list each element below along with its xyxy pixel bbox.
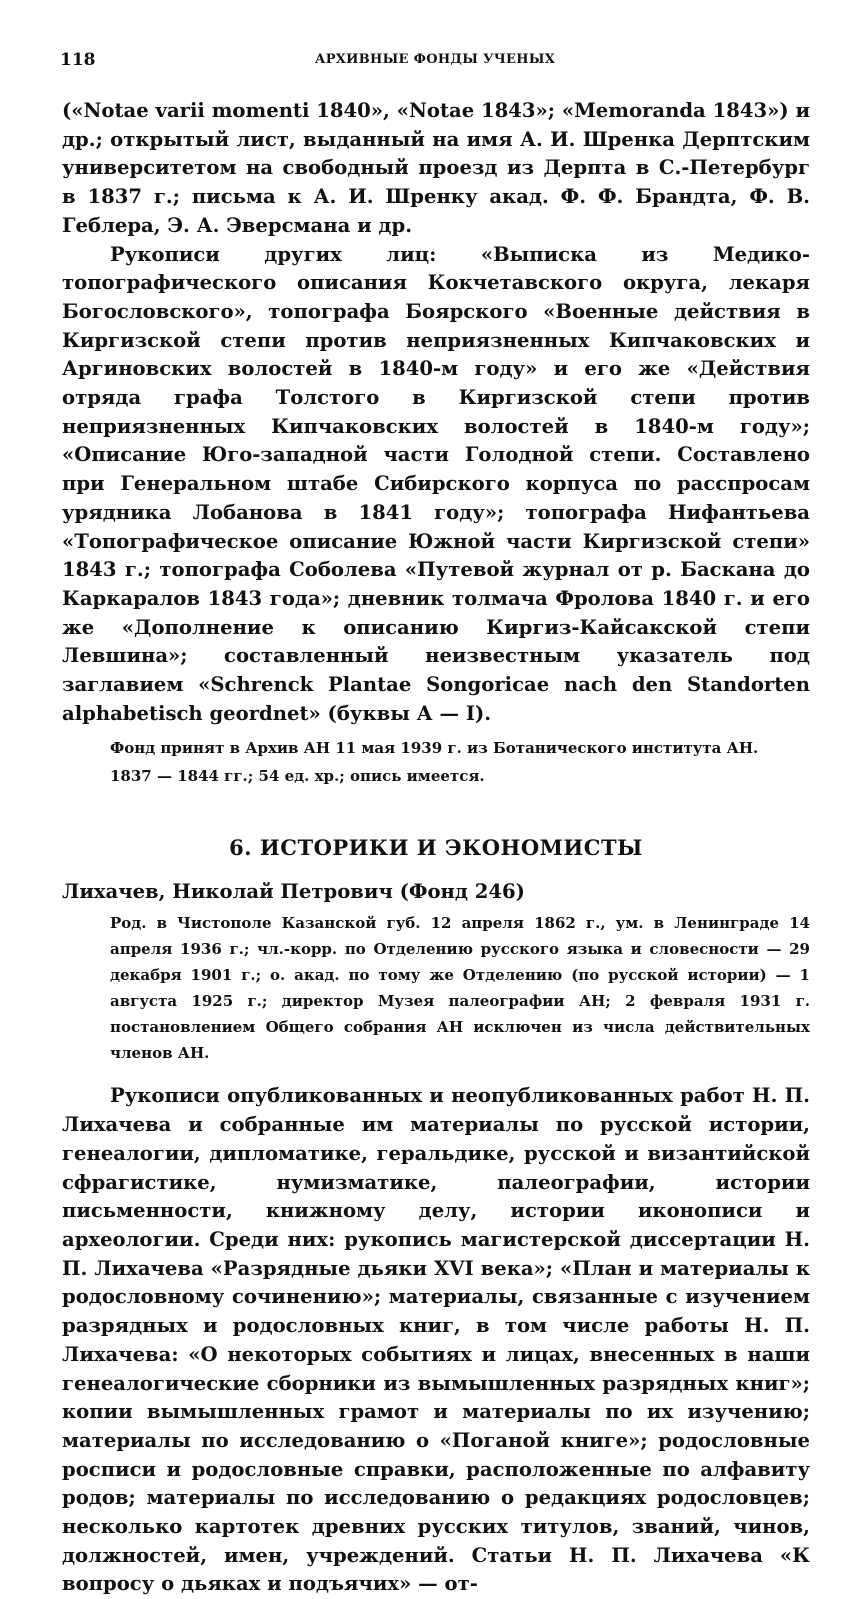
person-bio: Род. в Чистополе Казанской губ. 12 апреля 1862 г., ум. в Ленинграде 14 апреля 1936 г.; чл.-корр. по Отделению русского языка и словесности — 29 декабря 1901 г.; о. акад. по тому же Отделению (по русской истории) — 1 августа 1925 г.; директор Музея палеографии АН; 2 февраля 1931 г. постановлением Общего собрания АН исключен из числа действительных членов АН. (110, 914, 810, 1063)
running-title: АРХИВНЫЕ ФОНДЫ УЧЕНЫХ (314, 52, 556, 67)
page-number: 118 (60, 50, 96, 70)
fund-note-accession: Фонд принят в Архив АН 11 мая 1939 г. из Ботанического института АН. (110, 739, 759, 758)
page-header (60, 50, 810, 74)
paragraph-other-manuscripts: Рукописи других лиц: «Выписка из Медико-топографического описания Кокчетавского округа, лекаря Богословского», топографа Боярского «Военные действия в Киргизской степи против неприязненных Кипчаковских и Аргиновских волостей в 1840-м году» и его же «Действия отряда графа Толстого в Киргизской степи против неприязненных Кипчаковских волостей в 1840-м году»; «Описание Юго-западной части Голодной степи. Составлено при Генеральном штабе Сибирского корпуса по расспросам урядника Лобанова в 1841 году»; топографа Нифантьева «Топографическое описание Южной части Киргизской степи» 1843 г.; топографа Соболева «Путевой журнал от р. Баскана до Каркаралов 1843 года»; дневник толмача Фролова 1840 г. и его же «Дополнение к описанию Киргиз-Кайсакской степи Левшина»; составленный неизвестным указатель под заглавием «Schrenck Plantae Songoricae nach den Standorten alphabetisch geordnet» (буквы А — I). (62, 242, 810, 725)
person-fund-description: Рукописи опубликованных и неопубликованных работ Н. П. Лихачева и собранные им материалы по русской истории, генеалогии, дипломатике, геральдике, русской и византийской сфрагистике, нумизматике, палеографии, истории письменности, книжному делу, истории иконописи и археологии. Среди них: рукопись магистерской диссертации Н. П. Лихачева «Разрядные дьяки XVI века»; «План и материалы к родословному сочинению»; материалы, связанные с изучением разрядных и родословных книг, в том числе работы Н. П. Лихачева: «О некоторых событиях и лицах, внесенных в наши генеалогические сборники из вымышленных разрядных книг»; копии вымышленных грамот и материалы по их изучению; материалы по исследованию о «Поганой книге»; родословные росписи и родословные справки, расположенные по алфавиту родов; материалы по исследованию о редакциях родословцев; несколько картотек древних русских титулов, званий, чинов, должностей, имен, учреждений. Статьи Н. П. Лихачева «К вопросу о дьяках и подъячих» — от- (62, 1084, 810, 1596)
paragraph-continuation: («Notae varii momenti 1840», «Notae 1843»; «Memoranda 1843») и др.; открытый лист, выданный на имя А. И. Шренка Дерптским университетом на свободный проезд из Дерпта в С.-Петербург в 1837 г.; письма к А. И. Шренку акад. Ф. Ф. Брандта, Ф. В. Геблера, Э. А. Эверсмана и др. (62, 99, 810, 237)
page-content (62, 97, 810, 1599)
fund-note-extent: 1837 — 1844 гг.; 54 ед. хр.; опись имеется. (110, 767, 485, 786)
section-heading: 6. ИСТОРИКИ И ЭКОНОМИСТЫ (229, 835, 643, 861)
person-heading: Лихачев, Николай Петрович (Фонд 246) (62, 880, 525, 904)
